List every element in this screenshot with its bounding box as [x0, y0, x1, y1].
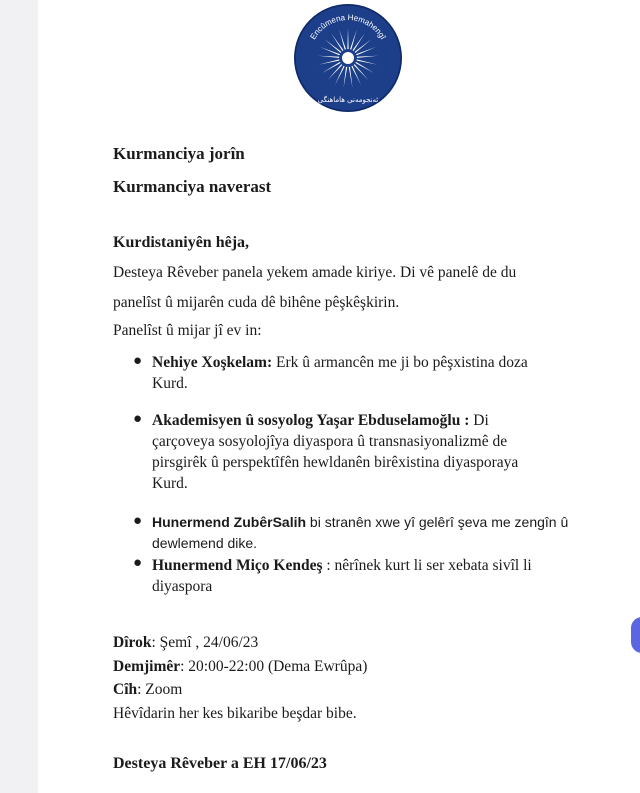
- panelist-name: Hunermend Miço Kendeş: [152, 557, 323, 574]
- panelist-topic-cont: Kurd.: [152, 375, 188, 392]
- panelist-name: Nehiye Xoşkelam:: [152, 354, 273, 371]
- date-row: [113, 634, 258, 652]
- panelist-topic-cont: çarçoveya sosyolojîya diyaspora û transnasiyonalizmê de: [152, 433, 508, 450]
- panelist-topic: Di: [473, 412, 489, 429]
- panelist-name: Akademisyen û sosyolog Yaşar Ebduselamoğlu :: [152, 412, 470, 429]
- panelist-name: Hunermend ZubêrSalih: [152, 514, 307, 530]
- bullet-icon: ●: [133, 353, 143, 369]
- panelist-topic: Erk û armancên me ji bo pêşxistina doza: [276, 354, 528, 371]
- place-value: : Zoom: [137, 681, 183, 698]
- date-value: : Şemî , 24/06/23: [151, 634, 259, 651]
- logo-bottom-text: ئەنجومەنی هاماهنگی: [317, 96, 379, 104]
- greeting: Kurdistaniyên hêja,: [113, 234, 250, 251]
- intro-line-2: panelîst û mijarên cuda dê bihêne pêşkêşkirin.: [113, 294, 400, 311]
- heading-dialect-1: Kurmanciya jorîn: [113, 144, 245, 163]
- place-label: Cîh: [113, 681, 138, 698]
- heading-dialect-2: Kurmanciya naverast: [113, 177, 272, 196]
- panelist-item: [152, 555, 592, 597]
- panelist-topic-cont: diyaspora: [152, 578, 213, 595]
- panelist-item: [152, 512, 592, 554]
- organization-logo: [293, 3, 403, 113]
- panelist-topic-cont: dewlemend dike.: [152, 535, 258, 551]
- bullet-icon: ●: [133, 513, 143, 529]
- intro-line-1: Desteya Rêveber panela yekem amade kiriye. Di vê panelê de du: [113, 264, 517, 281]
- time-row: [113, 658, 367, 676]
- panelist-topic: bi stranên xwe yî gelêrî şeva me zengîn û: [309, 514, 569, 530]
- footer-signature: Desteya Rêveber a EH 17/06/23: [113, 755, 327, 772]
- bullet-icon: ●: [133, 555, 143, 571]
- logo-top-text: Encûmena Hemahengî: [308, 12, 388, 42]
- left-margin-strip: [0, 0, 38, 793]
- intro-line-3: Panelîst û mijar jî ev in:: [113, 322, 262, 339]
- floating-action-button[interactable]: [631, 617, 640, 653]
- panelist-item: [152, 410, 592, 494]
- bullet-icon: ●: [133, 411, 143, 427]
- invitation-text: Hêvîdarin her kes bikaribe beşdar bibe.: [113, 705, 357, 722]
- panelist-topic: : nêrînek kurt li ser xebata sivîl li: [326, 557, 532, 574]
- panelist-topic-cont: pirsgirêk û perspektîfên hewldanên birêxistina diyasporaya: [152, 454, 519, 471]
- panelist-topic-cont: Kurd.: [152, 475, 188, 492]
- place-row: [113, 681, 182, 699]
- panelist-item: [152, 352, 592, 394]
- time-label: Demjimêr: [113, 658, 181, 675]
- date-label: Dîrok: [113, 634, 152, 651]
- time-value: : 20:00-22:00 (Dema Ewrûpa): [180, 658, 368, 675]
